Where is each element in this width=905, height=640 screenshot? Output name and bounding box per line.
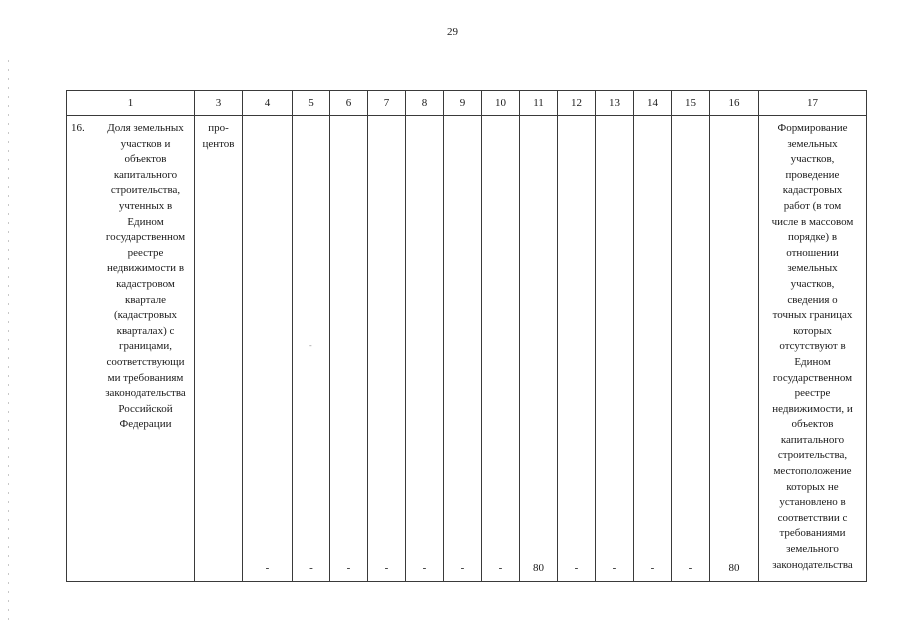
description-line: которых	[793, 324, 832, 337]
column-header-13: 13	[596, 91, 634, 116]
column-header-4: 4	[243, 91, 293, 116]
description-line: сведения о	[787, 293, 838, 306]
indicator-name-line: ми требованиям	[107, 371, 184, 384]
indicator-name-line: Федерации	[119, 418, 172, 431]
description-line: которых не	[786, 480, 839, 493]
indicator-name-line: квартале	[125, 293, 166, 306]
value-cell-6: -	[330, 116, 368, 582]
description-line: порядке) в	[787, 231, 838, 244]
column-header-11: 11	[520, 91, 558, 116]
column-header-17: 17	[759, 91, 867, 116]
measure-description	[759, 116, 866, 573]
description-line: реестре	[794, 387, 831, 400]
value-cell-7: -	[368, 116, 406, 582]
indicator-name-line: учтенных в	[118, 199, 173, 212]
indicator-name-line: кварталах) с	[116, 324, 175, 337]
column-header-3: 3	[195, 91, 243, 116]
indicator-name-line: соответствующи	[106, 355, 185, 368]
column-header-9: 9	[444, 91, 482, 116]
description-line: государственном	[772, 371, 853, 384]
column-header-8: 8	[406, 91, 444, 116]
indicator-name-line: строительства,	[110, 184, 181, 197]
description-line: Формирование	[777, 122, 848, 134]
column-header-5: 5	[293, 91, 330, 116]
unit-of-measure	[195, 116, 242, 152]
indicator-name	[99, 121, 194, 433]
description-cell	[759, 116, 867, 582]
value-cell-9: -	[444, 116, 482, 582]
indicator-name-line: границами,	[118, 340, 173, 353]
page-number: 29	[447, 26, 458, 38]
column-header-14: 14	[634, 91, 672, 116]
description-line: строительства,	[777, 449, 848, 462]
indicator-name-line: государственном	[105, 231, 186, 244]
indicator-name-line: Едином	[127, 215, 164, 228]
column-header-7: 7	[368, 91, 406, 116]
description-line: отношении	[786, 246, 839, 259]
indicator-table	[66, 90, 867, 582]
description-line: числе в массовом	[771, 215, 854, 228]
description-line: участков,	[790, 277, 835, 290]
description-line: кадастровых	[782, 184, 843, 197]
stray-dash-mark: -	[309, 341, 312, 350]
scan-edge-artifact	[8, 60, 9, 620]
description-line: установлено в	[779, 496, 846, 509]
value-cell-4: -	[243, 116, 293, 582]
description-line: требованиями	[779, 527, 846, 540]
column-header-12: 12	[558, 91, 596, 116]
description-line: земельного	[786, 543, 839, 556]
unit-line: центов	[202, 137, 235, 150]
column-header-15: 15	[672, 91, 710, 116]
value-cell-8: -	[406, 116, 444, 582]
description-line: работ (в том	[783, 199, 842, 212]
table-row	[67, 116, 867, 582]
column-header-10: 10	[482, 91, 520, 116]
row-number: 16.	[71, 122, 85, 134]
value-cell-15: -	[672, 116, 710, 582]
unit-line: про-	[208, 122, 229, 134]
value-cell-11: 80	[520, 116, 558, 582]
description-line: недвижимости, и	[772, 402, 853, 415]
unit-cell	[195, 116, 243, 582]
description-line: капитального	[780, 433, 845, 446]
description-line: законодательства	[772, 558, 853, 571]
indicator-name-line: недвижимости в	[106, 262, 185, 275]
value-cell-12: -	[558, 116, 596, 582]
description-line: соответствии с	[777, 511, 848, 524]
description-line: объектов	[791, 418, 834, 431]
column-header-16: 16	[710, 91, 759, 116]
value-cell-5: - -	[293, 116, 330, 582]
column-header-6: 6	[330, 91, 368, 116]
description-line: отсутствуют в	[779, 340, 846, 353]
indicator-name-line: реестре	[127, 246, 164, 259]
indicator-name-cell	[67, 116, 195, 582]
description-line: участков,	[790, 153, 835, 166]
indicator-name-line: участков и	[120, 137, 171, 150]
indicator-name-line: Доля земельных	[107, 122, 184, 134]
value-cell-14: -	[634, 116, 672, 582]
value-cell-13: -	[596, 116, 634, 582]
indicator-name-line: законодательства	[105, 387, 186, 400]
indicator-name-line: Российской	[118, 402, 173, 415]
value-cell-10: -	[482, 116, 520, 582]
column-header-1: 1	[67, 91, 195, 116]
table-header-row	[67, 91, 867, 116]
value-cell-16: 80	[710, 116, 759, 582]
indicator-name-line: (кадастровых	[113, 309, 178, 322]
indicator-name-line: кадастровом	[116, 277, 175, 290]
indicator-name-line: капитального	[113, 168, 178, 181]
description-line: Едином	[794, 355, 831, 368]
description-line: местоположение	[773, 465, 852, 478]
description-line: проведение	[785, 168, 840, 181]
description-line: точных границах	[772, 309, 853, 322]
description-line: земельных	[787, 137, 838, 150]
indicator-name-line: объектов	[124, 153, 167, 166]
description-line: земельных	[787, 262, 838, 275]
